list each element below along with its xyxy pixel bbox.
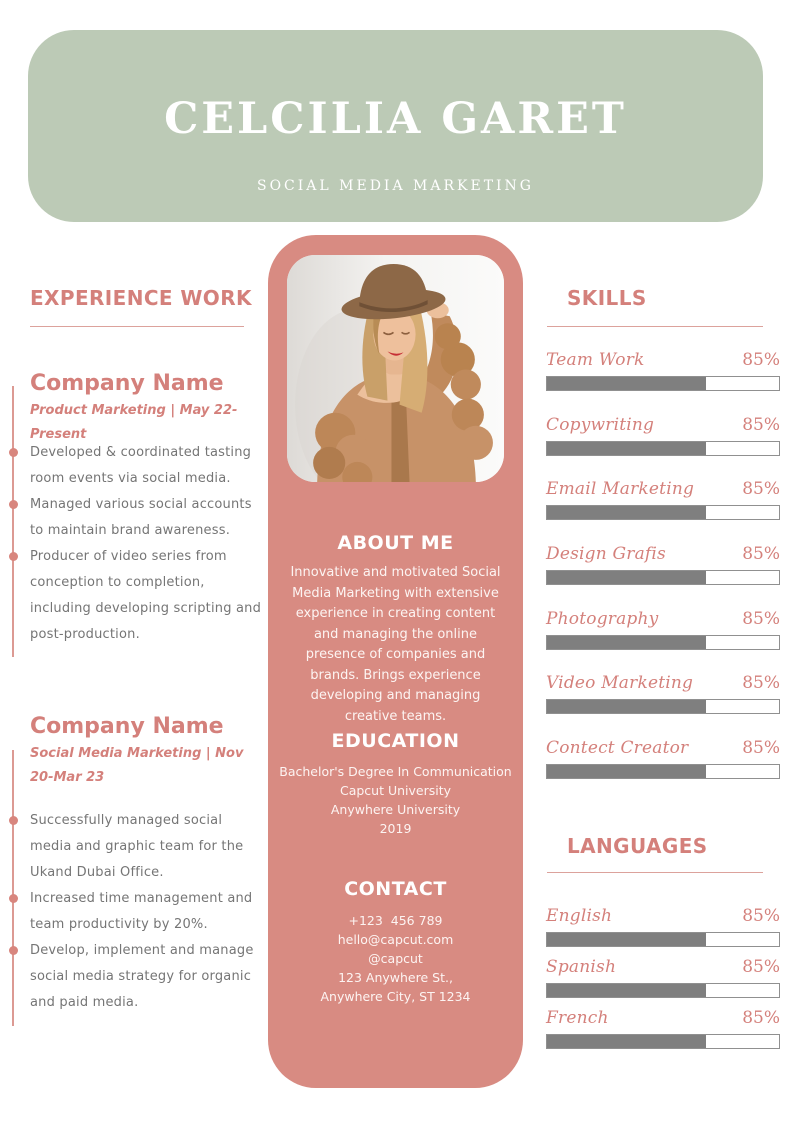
education-school: Anywhere University [330,802,461,817]
skill-percent: 85% [742,479,780,499]
skill-bar-fill [547,506,706,519]
timeline-line [12,750,14,1026]
skill-label: Video Marketing [546,673,694,693]
skill-bar-fill [547,442,706,455]
skill-label: Photography [546,609,659,629]
bullet-item: Successfully managed social media and graphic team for the Ukand Dubai Office. [30,808,265,886]
skill-bar-fill [547,571,706,584]
timeline-line [12,386,14,657]
skills-section-heading: SKILLS [567,286,647,310]
experience-job-1 [30,371,270,447]
education-lines [278,762,513,838]
skill-bar-fill [547,636,706,649]
skill-percent: 85% [742,609,780,629]
language-label: English [546,906,613,926]
skill-percent: 85% [742,544,780,564]
person-name: CELCILIA GARET [164,94,627,144]
languages-heading-rule [547,872,763,873]
job-meta: Product Marketing | May 22-Present [30,403,238,442]
skill-bar-fill [547,765,706,778]
skill-row [546,544,780,585]
skill-percent: 85% [742,673,780,693]
contact-email: hello@capcut.com [337,932,454,947]
skills-heading-rule [547,326,763,327]
language-bar-fill [547,1035,706,1048]
language-percent: 85% [742,957,780,977]
skill-bar [546,699,780,714]
language-row [546,957,780,998]
bullet-item: Managed various social accounts to maintain brand awareness. [30,492,265,544]
skill-label: Contect Creator [546,738,689,758]
contact-lines [278,911,513,1006]
contact-address: Anywhere City, ST 1234 [320,989,471,1004]
bullet-item: Develop, implement and manage social media strategy for organic and paid media. [30,938,265,1016]
skill-label: Copywriting [546,415,655,435]
language-label: Spanish [546,957,617,977]
skill-row [546,673,780,714]
job-meta: Social Media Marketing | Nov 20-Mar 23 [30,746,244,785]
about-heading: ABOUT ME [337,532,454,554]
contact-phone: +123 456 789 [348,913,443,928]
skill-percent: 85% [742,350,780,370]
language-bar-fill [547,984,706,997]
education-year: 2019 [379,821,412,836]
experience-job-2 [30,714,270,790]
language-percent: 85% [742,1008,780,1028]
skill-row [546,609,780,650]
skill-bar-fill [547,700,706,713]
education-degree: Bachelor's Degree In Communication [279,764,512,779]
job-2-bullets [30,808,265,1016]
language-bar [546,932,780,947]
language-row [546,1008,780,1049]
education-heading: EDUCATION [331,730,460,752]
skill-bar [546,505,780,520]
person-role: SOCIAL MEDIA MARKETING [256,178,534,194]
skill-label: Email Marketing [546,479,695,499]
about-text: Innovative and motivated Social Media Marketing with extensive experience in creating content and managing the online presence of companies and brands. Brings experience developing and managing creative teams. [290,565,501,724]
language-row [546,906,780,947]
skill-row [546,479,780,520]
experience-section-heading: EXPERIENCE WORK [30,286,252,310]
contact-heading: CONTACT [344,878,447,900]
skill-row [546,350,780,391]
bullet-item: Increased time management and team productivity by 20%. [30,886,265,938]
header-banner [28,30,763,222]
skill-bar [546,764,780,779]
skill-bar [546,441,780,456]
skill-percent: 85% [742,415,780,435]
skill-row [546,738,780,779]
portrait-illustration [287,255,504,482]
contact-address: 123 Anywhere St., [338,970,453,985]
skill-label: Team Work [546,350,645,370]
skill-bar [546,570,780,585]
job-company-name: Company Name [30,714,224,739]
skill-bar [546,635,780,650]
profile-panel [268,235,523,1088]
skill-bar-fill [547,377,706,390]
language-bar-fill [547,933,706,946]
education-school: Capcut University [339,783,452,798]
experience-heading-rule [30,326,244,327]
language-bar [546,1034,780,1049]
languages-section-heading: LANGUAGES [567,834,708,858]
skill-percent: 85% [742,738,780,758]
bullet-item: Producer of video series from conception to completion, including developing scripting and post-production. [30,544,265,648]
language-percent: 85% [742,906,780,926]
job-1-bullets [30,440,265,648]
profile-photo [287,255,504,482]
language-label: French [546,1008,609,1028]
contact-handle: @capcut [368,951,423,966]
bullet-item: Developed & coordinated tasting room events via social media. [30,440,265,492]
skill-label: Design Grafis [546,544,666,564]
job-company-name: Company Name [30,371,224,396]
skill-bar [546,376,780,391]
language-bar [546,983,780,998]
skill-row [546,415,780,456]
